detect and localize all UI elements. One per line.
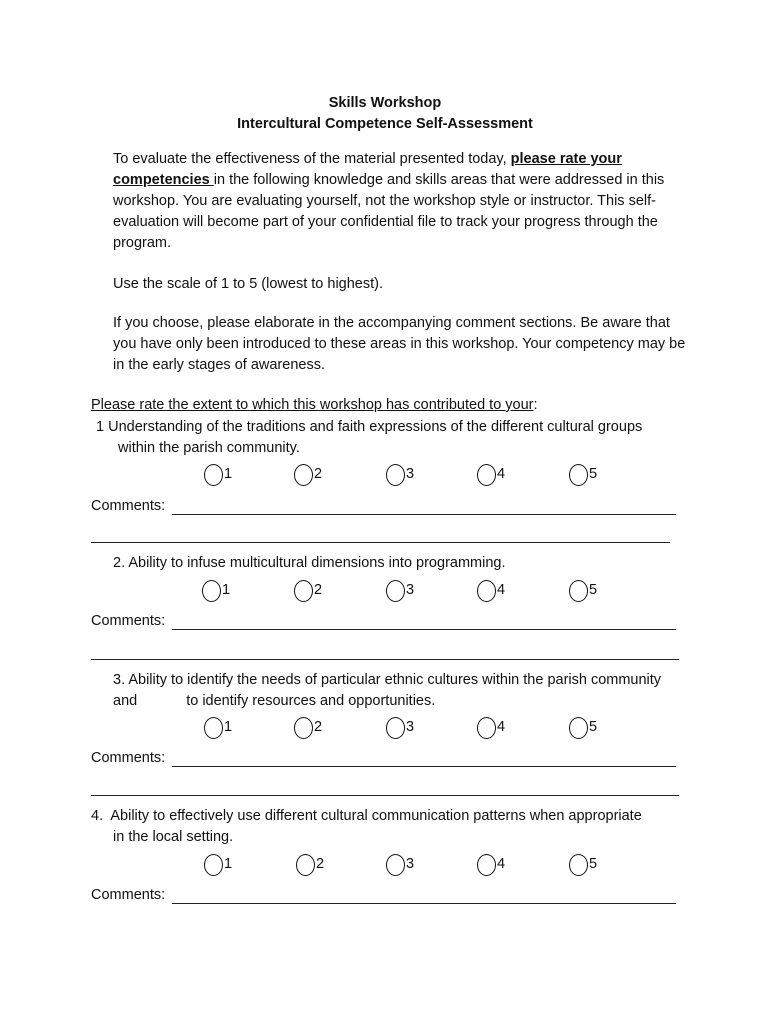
question-number: 2.	[113, 555, 126, 571]
rating-instruction-colon: :	[533, 397, 538, 413]
radio-button[interactable]	[477, 464, 496, 486]
rating-label: 5	[589, 466, 598, 482]
rating-scale	[0, 852, 770, 878]
rating-scale	[0, 578, 770, 604]
rating-label: 3	[406, 582, 415, 598]
rating-label: 3	[406, 719, 415, 735]
comment-line[interactable]	[91, 659, 679, 660]
comment-line[interactable]	[91, 542, 670, 543]
rating-label: 4	[497, 582, 506, 598]
comments-label: Comments:	[91, 613, 166, 629]
form-subtitle: Intercultural Competence Self-Assessment	[237, 116, 533, 132]
comment-line[interactable]	[172, 766, 676, 767]
rating-label: 1	[224, 466, 233, 482]
question-text-continued	[113, 693, 435, 709]
question-line: and	[113, 693, 138, 709]
rating-instruction	[91, 397, 538, 413]
rating-instruction-text: Please rate the extent to which this workshop has contributed to your	[91, 397, 534, 413]
comment-instruction: If you choose, please elaborate in the accompanying comment sections. Be aware that you have only been introduced to these areas in this workshop. Your competency may be in the early stages of awareness.	[113, 315, 686, 373]
rating-label: 4	[497, 466, 506, 482]
radio-button[interactable]	[477, 717, 496, 739]
rating-scale	[0, 715, 770, 741]
rating-label: 1	[224, 856, 233, 872]
question-number: 4.	[91, 808, 104, 824]
radio-button[interactable]	[386, 464, 405, 486]
question-text	[113, 672, 661, 688]
radio-button[interactable]	[204, 464, 223, 486]
rating-label: 2	[314, 582, 323, 598]
question-number: 3.	[113, 672, 126, 688]
comment-line[interactable]	[91, 795, 679, 796]
rating-label: 2	[314, 719, 323, 735]
comment-line[interactable]	[172, 514, 676, 515]
radio-button[interactable]	[569, 854, 588, 876]
rating-label: 2	[316, 856, 325, 872]
radio-button[interactable]	[386, 854, 405, 876]
radio-button[interactable]	[386, 717, 405, 739]
question-number: 1	[96, 419, 105, 435]
rating-label: 2	[314, 466, 323, 482]
form-title: Skills Workshop	[328, 95, 442, 111]
radio-button[interactable]	[569, 464, 588, 486]
radio-button[interactable]	[294, 580, 313, 602]
radio-button[interactable]	[569, 580, 588, 602]
question-text-continued: in the local setting.	[113, 829, 234, 845]
radio-button[interactable]	[477, 580, 496, 602]
rating-label: 1	[224, 719, 233, 735]
radio-button[interactable]	[294, 464, 313, 486]
rating-label: 5	[589, 856, 598, 872]
question-text	[91, 808, 642, 824]
question-line: to identify resources and opportunities.	[186, 693, 436, 709]
question-line: Ability to identify the needs of particular ethnic cultures within the parish community	[128, 672, 662, 688]
radio-button[interactable]	[296, 854, 315, 876]
rating-label: 1	[222, 582, 231, 598]
radio-button[interactable]	[294, 717, 313, 739]
radio-button[interactable]	[204, 717, 223, 739]
rating-scale	[0, 462, 770, 488]
rating-label: 3	[406, 466, 415, 482]
scale-instruction: Use the scale of 1 to 5 (lowest to highest).	[113, 276, 383, 292]
radio-button[interactable]	[202, 580, 221, 602]
question-line: Understanding of the traditions and faith expressions of the different cultural groups	[108, 419, 643, 435]
radio-button[interactable]	[386, 580, 405, 602]
comments-label: Comments:	[91, 750, 166, 766]
question-line: Ability to infuse multicultural dimensions into programming.	[128, 555, 506, 571]
rating-label: 5	[589, 582, 598, 598]
intro-paragraph	[113, 149, 693, 254]
comments-label: Comments:	[91, 498, 166, 514]
comments-label: Comments:	[91, 887, 166, 903]
question-text	[96, 419, 642, 435]
question-text-continued: within the parish community.	[118, 440, 300, 456]
rating-label: 4	[497, 856, 506, 872]
intro-text-start: To evaluate the effectiveness of the material presented today,	[113, 151, 511, 167]
comment-line[interactable]	[172, 903, 676, 904]
question-text	[113, 555, 506, 571]
rating-label: 4	[497, 719, 506, 735]
radio-button[interactable]	[569, 717, 588, 739]
rating-label: 5	[589, 719, 598, 735]
intro-text-end: in the following knowledge and skills areas that were addressed in this workshop. You are evaluating yourself, not the workshop style or instructor. This self-evaluation will become part of your confidential file to track your progress through the program.	[113, 172, 665, 251]
intro-emphasis: please rate your competencies	[113, 151, 622, 188]
comment-line[interactable]	[172, 629, 676, 630]
rating-label: 3	[406, 856, 415, 872]
radio-button[interactable]	[204, 854, 223, 876]
radio-button[interactable]	[477, 854, 496, 876]
question-line: Ability to effectively use different cultural communication patterns when appropriate	[110, 808, 642, 824]
